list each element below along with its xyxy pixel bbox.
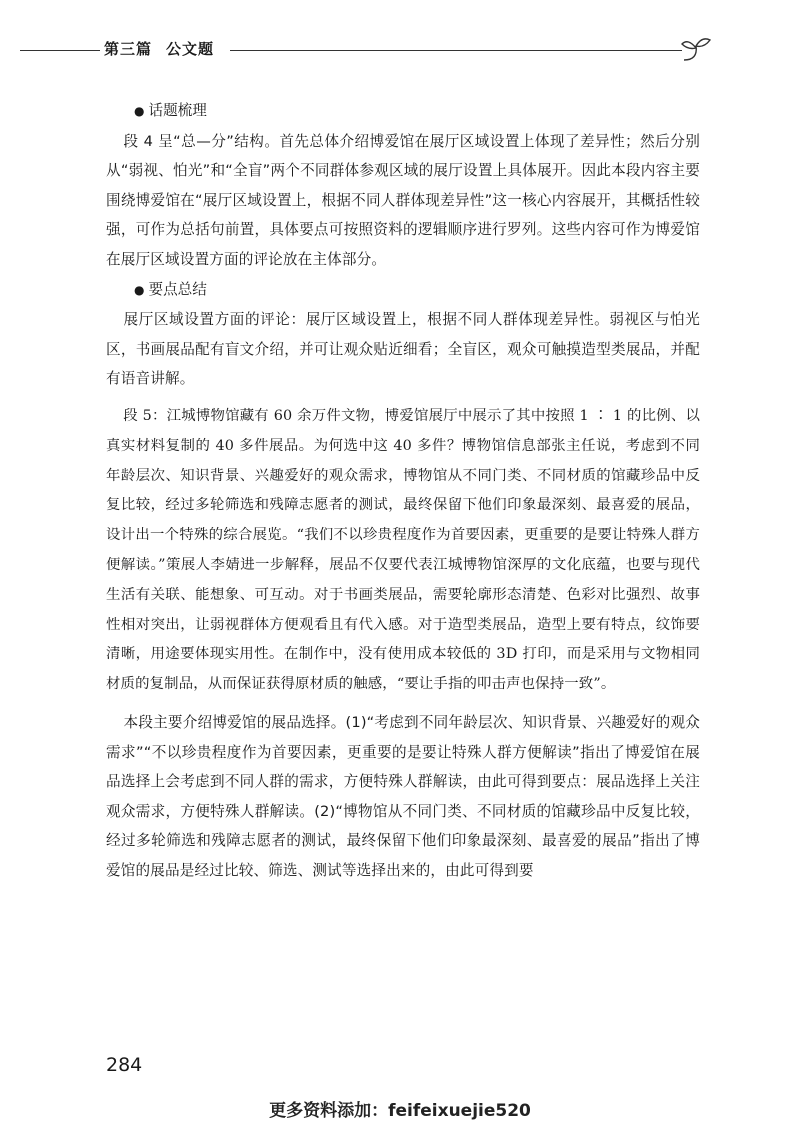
summary-heading-text: 要点总结 (148, 280, 207, 298)
sprout-icon (680, 36, 712, 64)
topic-paragraph: 段 4 呈“总—分”结构。首先总体介绍博爱馆在展厅区域设置上体现了差异性；然后分别从“弱视、怕光”和“全盲”两个不同群体参观区域的展厅设置上具体展开。因此本段内容主要围绕博爱馆在“展厅区域设置上，根据不同人群体现差异性”这一核心内容展开，其概括性较强，可作为总括句前置，具体要点可按照资料的逻辑顺序进行罗列。这些内容可作为博爱馆在展厅区域设置方面的评论放在主体部分。 (106, 132, 700, 268)
footer-note: 更多资料添加：feifeixuejie520 (269, 1101, 531, 1121)
header-rule-right (230, 50, 682, 51)
page-number: 284 (106, 1054, 143, 1076)
running-header (0, 36, 800, 66)
analysis-paragraph: 本段主要介绍博爱馆的展品选择。(1)“考虑到不同年龄层次、知识背景、兴趣爱好的观众需求”“不以珍贵程度作为首要因素，更重要的是要让特殊人群方便解读”指出了博爱馆在展品选择上会考虑到不同人群的需求，方便特殊人群解读，由此可得到要点：展品选择上关注观众需求，方便特殊人群解读。(2)“博物馆从不同门类、不同材质的馆藏珍品中反复比较，经过多轮筛选和残障志愿者的测试，最终保留下他们印象最深刻、最喜爱的展品”指出了博爱馆的展品是经过比较、筛选、测试等选择出来的，由此可得到要 (106, 713, 700, 879)
topic-heading (106, 96, 700, 127)
bullet-icon: ● (134, 282, 145, 297)
bullet-icon: ● (134, 104, 145, 118)
header-title (104, 38, 228, 59)
header-rule-left (20, 50, 100, 51)
topic-heading-text: 话题梳理 (148, 102, 207, 119)
summary-heading (106, 275, 700, 306)
summary-paragraph: 展厅区域设置方面的评论：展厅区域设置上，根据不同人群体现差异性。弱视区与怕光区，书画展品配有盲文介绍，并可让观众贴近细看；全盲区，观众可触摸造型类展品，并配有语音讲解。 (106, 311, 700, 388)
page-body (106, 96, 700, 885)
header-section-title: 公文题 (166, 40, 215, 58)
header-part: 第三篇 (104, 40, 153, 58)
material-paragraph: 段 5：江城博物馆藏有 60 余万件文物，博爱馆展厅中展示了其中按照 1 ∶ 1 的比例、以真实材料复制的 40 多件展品。为何选中这 40 多件？博物馆信息部张主任说，考虑到不同年龄层次、知识背景、兴趣爱好的观众需求，博物馆从不同门类、不同材质的馆藏珍品中反复比较，经过多轮筛选和残障志愿者的测试，最终保留下他们印象最深刻、最喜爱的展品，设计出一个特殊的综合展览。“我们不以珍贵程度作为首要因素，更重要的是要让特殊人群方便解读。”策展人李婧进一步解释，展品不仅要代表江城博物馆深厚的文化底蕴，也要与现代生活有关联、能想象、可互动。对于书画类展品，需要轮廓形态清楚、色彩对比强烈、故事性相对突出，让弱视群体方便观看且有代入感。对于造型类展品，造型上要有特点，纹饰要清晰，用途要体现实用性。在制作中，没有使用成本较低的 3D 打印，而是采用与文物相同材质的复制品，从而保证获得原材质的触感，“要让手指的叩击声也保持一致”。 (106, 407, 700, 693)
